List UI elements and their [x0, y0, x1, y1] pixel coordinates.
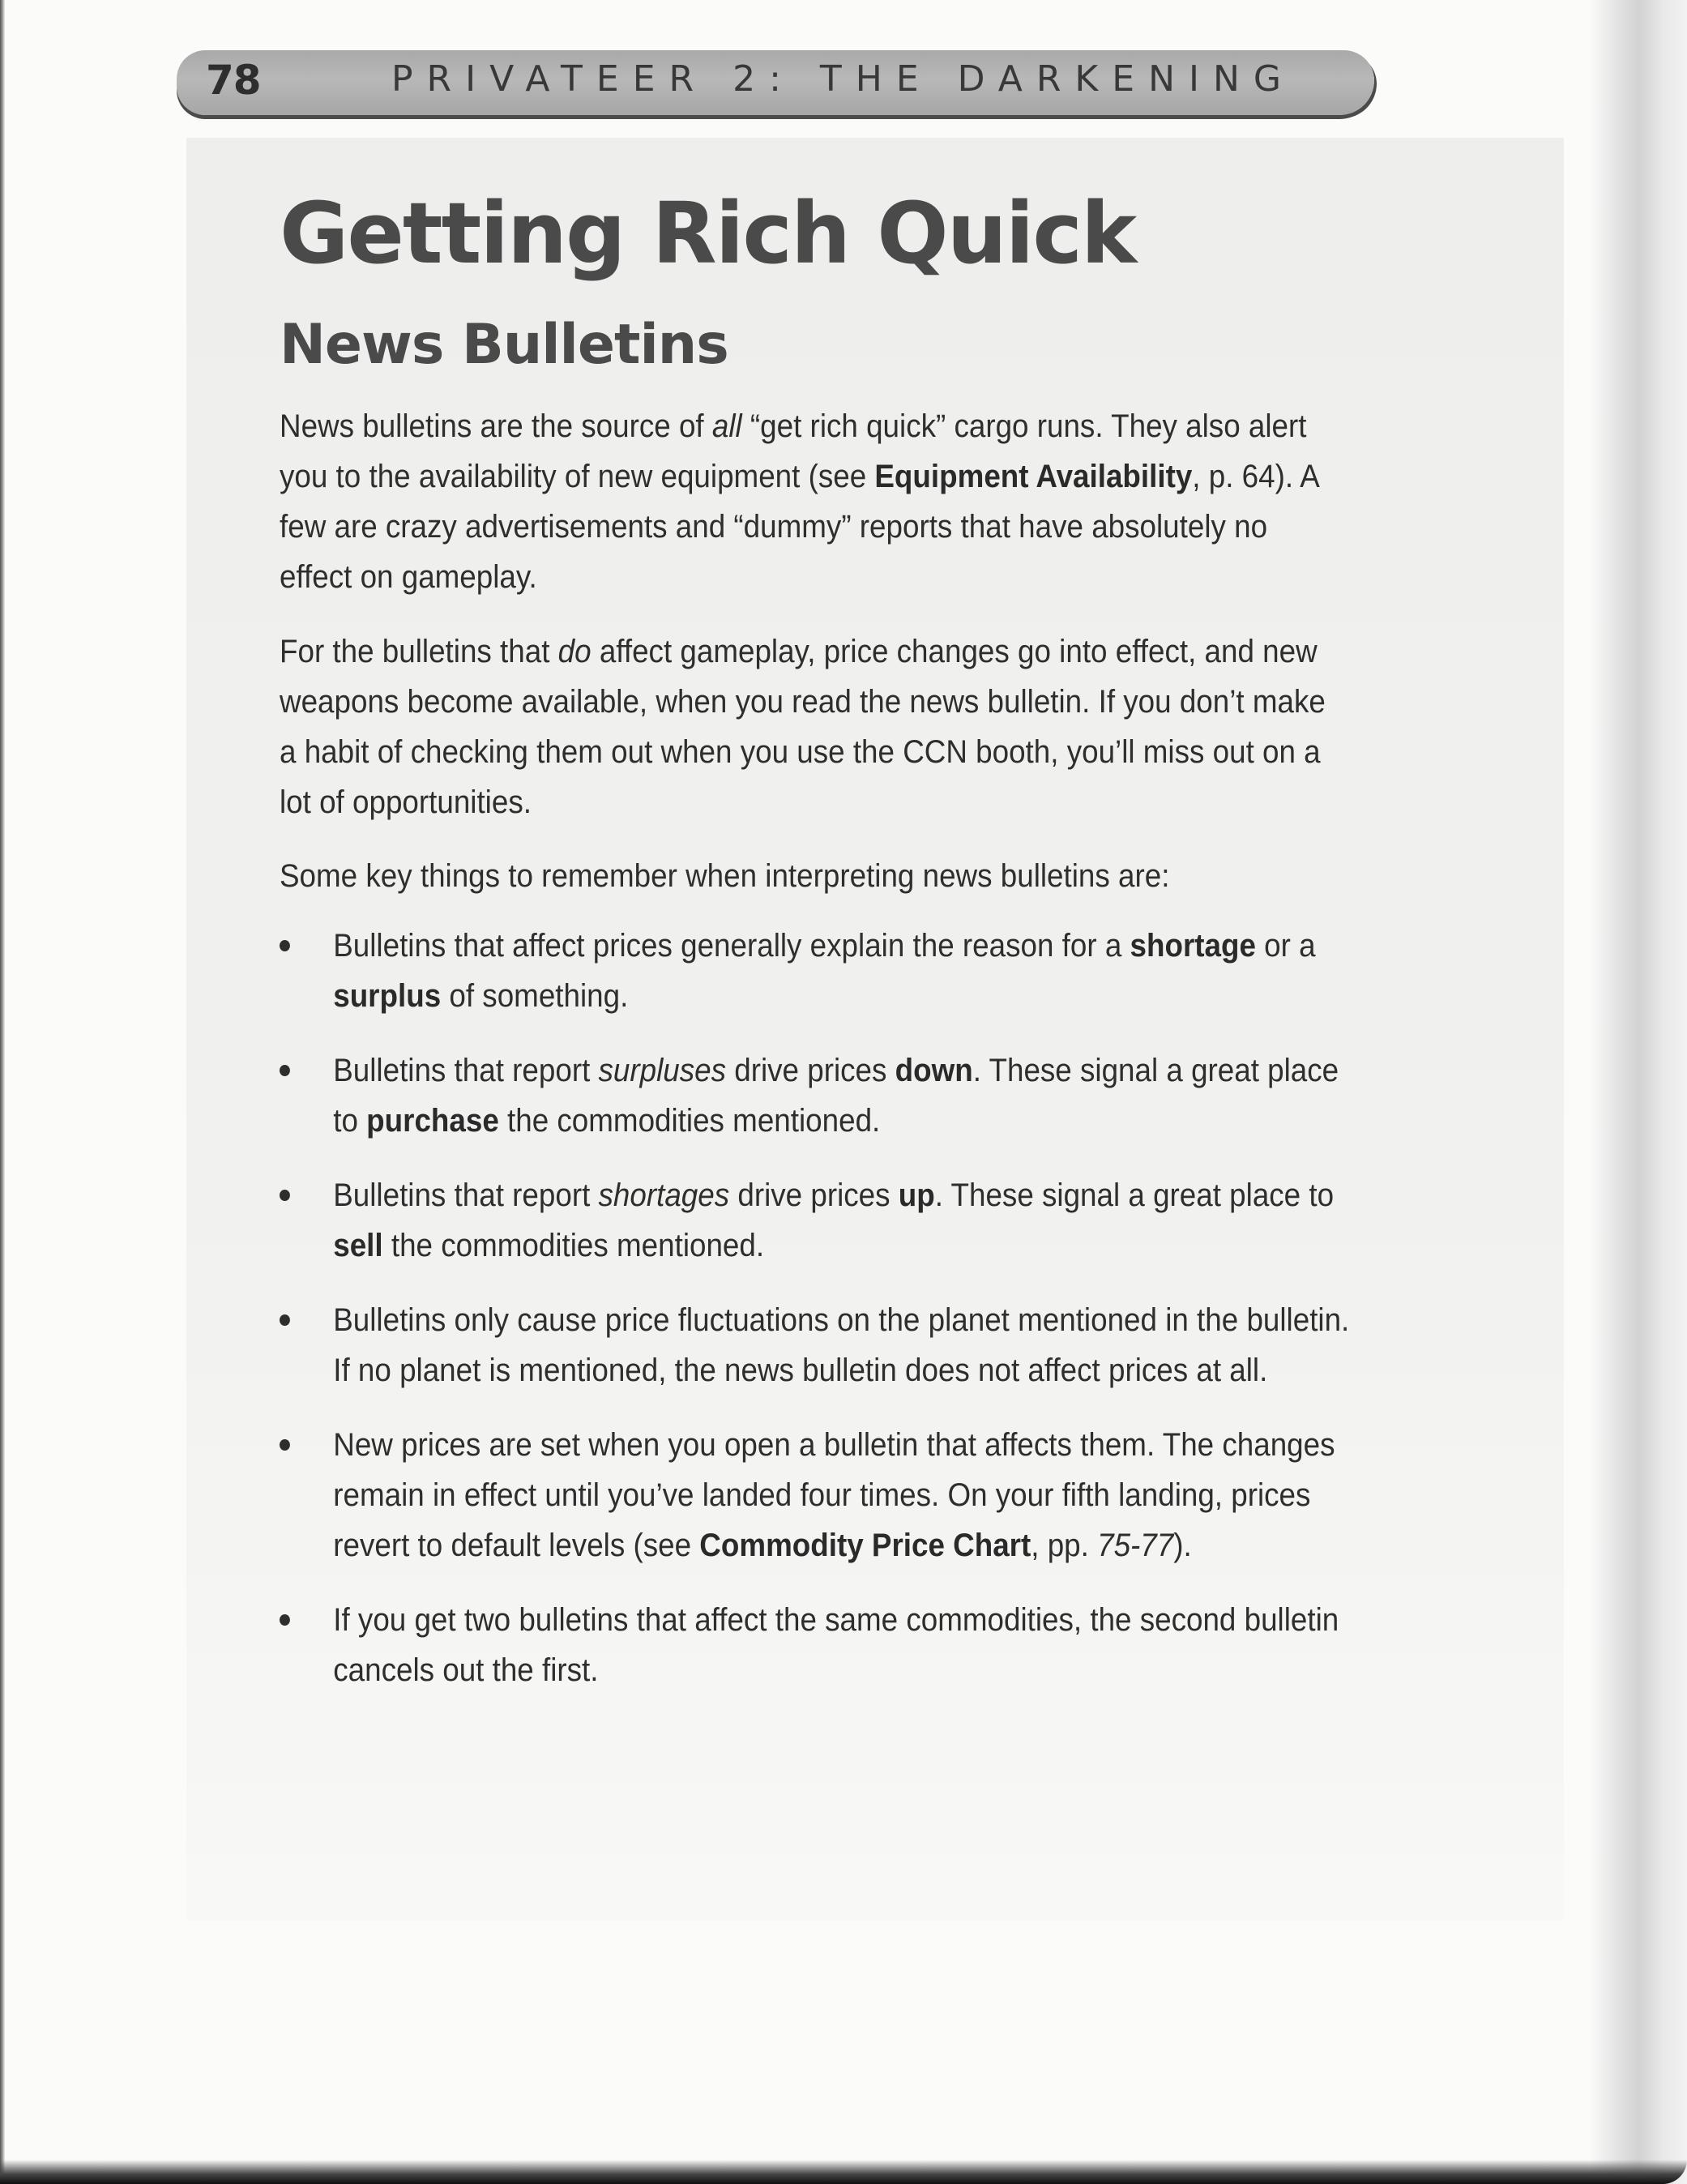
list-item — [280, 1595, 1360, 1695]
page-curve-shadow — [1590, 0, 1687, 2184]
text-run: affect gameplay, price changes go into effect, and new weapons become available, when you read the news bulletin. If you don’t make a habit of checking them out when you use the CCN booth, you’ll miss out on a lot of opportunities. — [280, 634, 1326, 820]
paragraph-gameplay — [280, 626, 1346, 827]
page-binding-edge — [0, 0, 5, 2184]
text-run: New prices are set when you open a bulletin that affects them. The changes remain in effect until you’ve landed four times. On your fifth landing, prices revert to default levels (see — [333, 1427, 1335, 1563]
list-item — [280, 1170, 1360, 1271]
book-title: PRIVATEER 2: THE DARKENING — [391, 58, 1295, 100]
page-bottom-edge — [0, 2160, 1687, 2184]
text-run: Bulletins only cause price fluctuations on the planet mentioned in the bulletin. If no planet is mentioned, the news bulletin does not affect prices at all. — [333, 1302, 1350, 1388]
text-run: Bulletins that report — [333, 1053, 599, 1088]
paragraph-key-things — [280, 851, 1346, 901]
text-run: , p. 64). A few are crazy advertisements and “dummy” reports that have absolutely no effect on gameplay. — [280, 459, 1318, 595]
section-title: News Bulletins — [280, 313, 728, 377]
bold-text: sell — [333, 1228, 383, 1263]
bold-text: down — [895, 1053, 973, 1088]
text-run: For the bulletins that — [280, 634, 558, 669]
text-run: . These signal a great place to — [333, 1053, 1339, 1139]
emphasis-text: surpluses — [598, 1053, 727, 1088]
list-item — [280, 921, 1360, 1021]
bullet-icon — [280, 940, 290, 951]
text-run: News bulletins are the source of — [280, 408, 712, 444]
cross-reference-commodity-price-chart: Commodity Price Chart — [699, 1528, 1031, 1563]
text-run: Some key things to remember when interpreting news bulletins are: — [280, 858, 1170, 894]
bullet-icon — [280, 1190, 290, 1201]
text-run: . These signal a great place to — [934, 1177, 1335, 1213]
list-item — [280, 1295, 1360, 1395]
bold-text: purchase — [366, 1103, 499, 1139]
bold-text: up — [898, 1177, 935, 1213]
chapter-title: Getting Rich Quick — [280, 184, 1136, 283]
text-run: of something. — [441, 978, 629, 1014]
text-run: or a — [1255, 928, 1316, 964]
text-run: , pp. — [1031, 1528, 1098, 1563]
bold-text: surplus — [333, 978, 442, 1014]
text-run: ). — [1173, 1528, 1192, 1563]
text-run: drive prices — [729, 1177, 899, 1213]
emphasis-text: 75-77 — [1097, 1528, 1174, 1563]
page-number: 78 — [206, 57, 261, 104]
running-header-bar — [177, 50, 1374, 115]
text-run: the commodities mentioned. — [498, 1103, 881, 1139]
bullet-icon — [280, 1314, 290, 1326]
tips-bullet-list — [280, 921, 1360, 1720]
bullet-icon — [280, 1614, 290, 1626]
cross-reference-equipment-availability: Equipment Availability — [874, 459, 1193, 494]
bullet-icon — [280, 1065, 290, 1076]
emphasis-text: shortages — [598, 1177, 730, 1213]
list-item — [280, 1420, 1360, 1571]
list-item — [280, 1045, 1360, 1146]
text-run: “get rich quick” cargo runs. They also alert you to the availability of new equipment (see — [280, 408, 1307, 494]
emphasis-text: do — [557, 634, 592, 669]
text-run: Bulletins that affect prices generally explain the reason for a — [333, 928, 1130, 964]
paragraph-intro — [280, 401, 1346, 602]
text-run: If you get two bulletins that affect the same commodities, the second bulletin cancels out the first. — [333, 1602, 1339, 1688]
text-run: Bulletins that report — [333, 1177, 599, 1213]
bold-text: shortage — [1130, 928, 1256, 964]
emphasis-text: all — [711, 408, 742, 444]
text-run: the commodities mentioned. — [382, 1228, 765, 1263]
bullet-icon — [280, 1439, 290, 1451]
text-run: drive prices — [726, 1053, 895, 1088]
